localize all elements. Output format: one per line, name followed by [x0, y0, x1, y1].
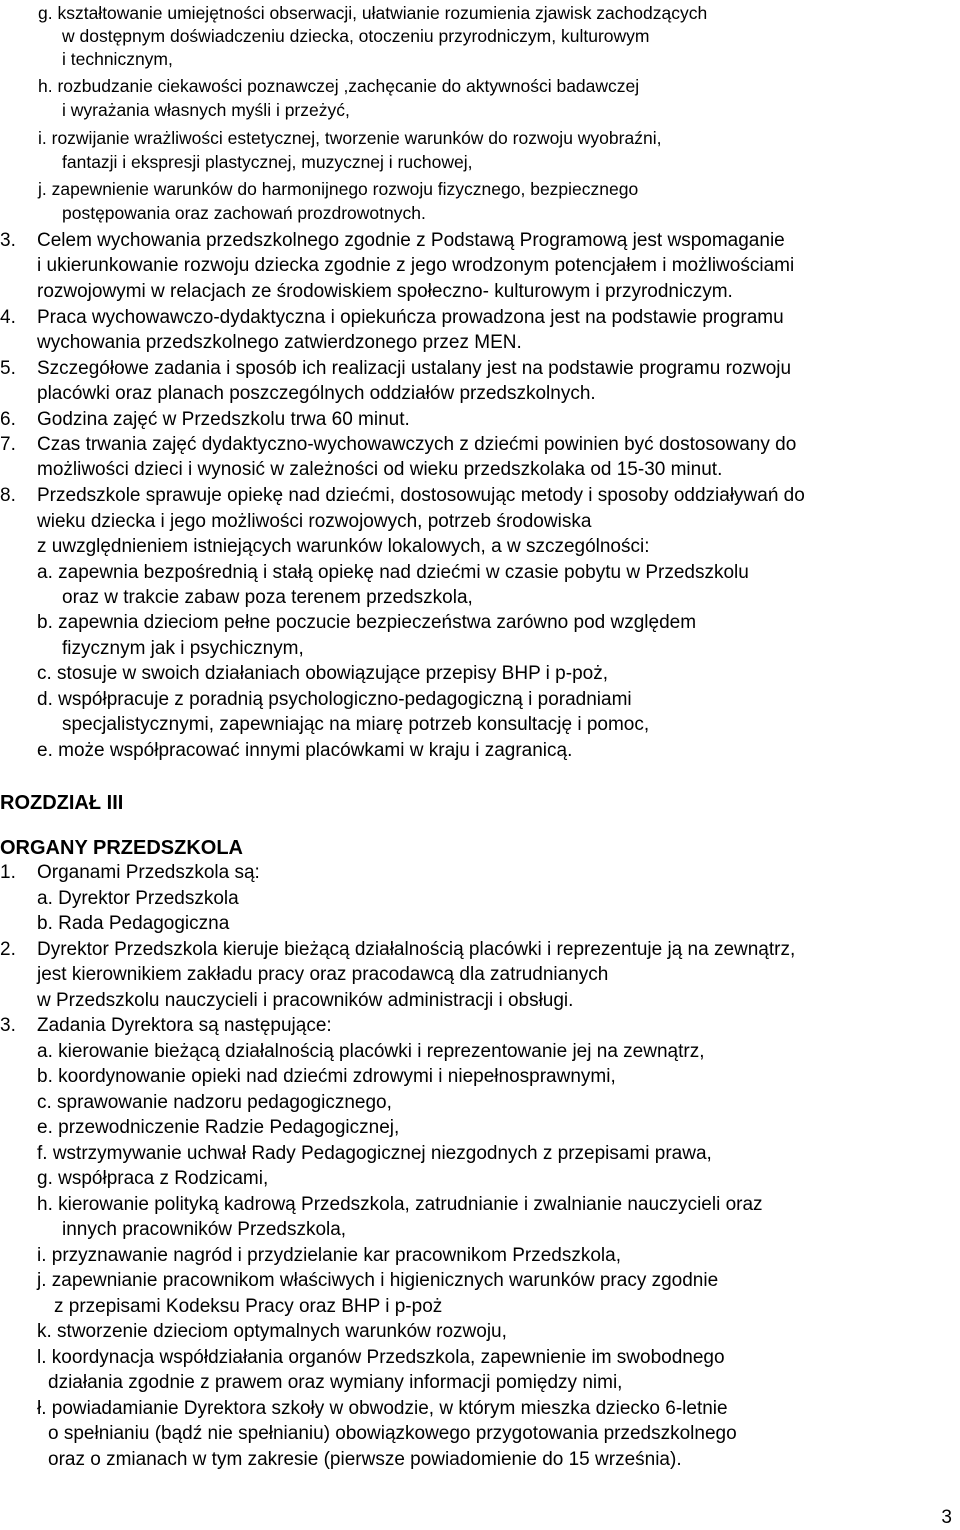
list-number: 5. [0, 358, 16, 379]
text-line: i technicznym, [62, 49, 173, 69]
text-line: Organami Przedszkola są: [37, 862, 260, 883]
section-heading: ORGANY PRZEDSZKOLA [0, 837, 243, 859]
text-line: postępowania oraz zachowań prozdrowotnych. [62, 203, 426, 223]
text-line: i. rozwijanie wrażliwości estetycznej, tworzenie warunków do rozwoju wyobraźni, [38, 128, 662, 148]
list-number: 3. [0, 1015, 16, 1036]
text-line: Czas trwania zajęć dydaktyczno-wychowawczych z dziećmi powinien być dostosowany do [37, 434, 797, 455]
text-line: w dostępnym doświadczeniu dziecka, otoczeniu przyrodniczym, kulturowym [62, 26, 650, 46]
text-line: placówki oraz planach poszczególnych oddziałów przedszkolnych. [37, 383, 596, 404]
list-number: 4. [0, 307, 16, 328]
text-line: oraz o zmianach w tym zakresie (pierwsze powiadomienie do 15 września). [48, 1449, 682, 1470]
text-line: b. zapewnia dzieciom pełne poczucie bezpieczeństwa zarówno pod względem [37, 612, 697, 633]
text-line: j. zapewnianie pracownikom właściwych i higienicznych warunków pracy zgodnie [37, 1270, 719, 1291]
text-line: j. zapewnienie warunków do harmonijnego rozwoju fizycznego, bezpiecznego [38, 179, 639, 199]
text-line: możliwości dzieci i wynosić w zależności od wieku przedszkolaka od 15-30 minut. [37, 459, 723, 480]
text-line: g. współpraca z Rodzicami, [37, 1168, 269, 1189]
text-line: l. koordynacja współdziałania organów Przedszkola, zapewnienie im swobodnego [37, 1347, 725, 1368]
text-line: z przepisami Kodeksu Pracy oraz BHP i p-poż [54, 1296, 443, 1317]
text-line: f. wstrzymywanie uchwał Rady Pedagogicznej niezgodnych z przepisami prawa, [37, 1143, 712, 1164]
text-line: c. stosuje w swoich działaniach obowiązujące przepisy BHP i p-poż, [37, 663, 608, 684]
text-line: z uwzględnieniem istniejących warunków lokalowych, a w szczególności: [37, 536, 650, 557]
list-number: 8. [0, 485, 16, 506]
text-line: ł. powiadamianie Dyrektora szkoły w obwodzie, w którym mieszka dziecko 6-letnie [37, 1398, 728, 1419]
page-number: 3 [941, 1507, 952, 1528]
list-number: 2. [0, 939, 16, 960]
text-line: h. rozbudzanie ciekawości poznawczej ,zachęcanie do aktywności badawczej [38, 76, 640, 96]
text-line: Dyrektor Przedszkola kieruje bieżącą działalnością placówki i reprezentuje ją na zewnątrz, [37, 939, 796, 960]
text-line: c. sprawowanie nadzoru pedagogicznego, [37, 1092, 392, 1113]
text-line: Celem wychowania przedszkolnego zgodnie z Podstawą Programową jest wspomaganie [37, 230, 785, 251]
text-line: wieku dziecka i jego możliwości rozwojowych, potrzeb środowiska [37, 511, 592, 532]
section-heading: ROZDZIAŁ III [0, 792, 124, 814]
text-line: Godzina zajęć w Przedszkolu trwa 60 minut. [37, 409, 410, 430]
list-number: 1. [0, 862, 16, 883]
text-line: g. kształtowanie umiejętności obserwacji, ułatwianie rozumienia zjawisk zachodzących [38, 3, 708, 23]
text-line: Zadania Dyrektora są następujące: [37, 1015, 332, 1036]
text-line: jest kierownikiem zakładu pracy oraz pracodawcą dla zatrudnianych [37, 964, 609, 985]
text-line: b. koordynowanie opieki nad dziećmi zdrowymi i niepełnosprawnymi, [37, 1066, 616, 1087]
text-line: e. może współpracować innymi placówkami w kraju i zagranicą. [37, 740, 573, 761]
text-line: i ukierunkowanie rozwoju dziecka zgodnie z jego wrodzonym potencjałem i możliwościami [37, 255, 795, 276]
text-line: Praca wychowawczo-dydaktyczna i opiekuńcza prowadzona jest na podstawie programu [37, 307, 784, 328]
text-line: i. przyznawanie nagród i przydzielanie kar pracownikom Przedszkola, [37, 1245, 621, 1266]
text-line: innych pracowników Przedszkola, [62, 1219, 347, 1240]
text-line: Szczegółowe zadania i sposób ich realizacji ustalany jest na podstawie programu rozwoju [37, 358, 792, 379]
list-number: 6. [0, 409, 16, 430]
list-number: 7. [0, 434, 16, 455]
text-line: k. stworzenie dzieciom optymalnych warunków rozwoju, [37, 1321, 507, 1342]
text-line: oraz w trakcie zabaw poza terenem przedszkola, [62, 587, 473, 608]
text-line: h. kierowanie polityką kadrową Przedszkola, zatrudnianie i zwalnianie nauczycieli oraz [37, 1194, 763, 1215]
text-line: a. zapewnia bezpośrednią i stałą opiekę nad dziećmi w czasie pobytu w Przedszkolu [37, 562, 749, 583]
text-line: specjalistycznymi, zapewniając na miarę potrzeb konsultację i pomoc, [62, 714, 650, 735]
text-line: d. współpracuje z poradnią psychologiczno-pedagogiczną i poradniami [37, 689, 632, 710]
text-line: e. przewodniczenie Radzie Pedagogicznej, [37, 1117, 400, 1138]
text-line: wychowania przedszkolnego zatwierdzonego przez MEN. [37, 332, 522, 353]
text-line: fantazji i ekspresji plastycznej, muzycznej i ruchowej, [62, 152, 473, 172]
text-line: i wyrażania własnych myśli i przeżyć, [62, 100, 350, 120]
text-line: działania zgodnie z prawem oraz wymiany informacji pomiędzy nimi, [48, 1372, 623, 1393]
text-line: o spełnianiu (bądź nie spełnianiu) obowiązkowego przygotowania przedszkolnego [48, 1423, 737, 1444]
text-line: fizycznym jak i psychicznym, [62, 638, 304, 659]
text-line: w Przedszkolu nauczycieli i pracowników administracji i obsługi. [37, 990, 574, 1011]
text-line: rozwojowymi w relacjach ze środowiskiem społeczno- kulturowym i przyrodniczym. [37, 281, 733, 302]
text-line: b. Rada Pedagogiczna [37, 913, 230, 934]
text-line: a. kierowanie bieżącą działalnością placówki i reprezentowanie jej na zewnątrz, [37, 1041, 705, 1062]
text-line: Przedszkole sprawuje opiekę nad dziećmi, dostosowując metody i sposoby oddziaływań do [37, 485, 805, 506]
list-number: 3. [0, 230, 16, 251]
text-line: a. Dyrektor Przedszkola [37, 888, 239, 909]
